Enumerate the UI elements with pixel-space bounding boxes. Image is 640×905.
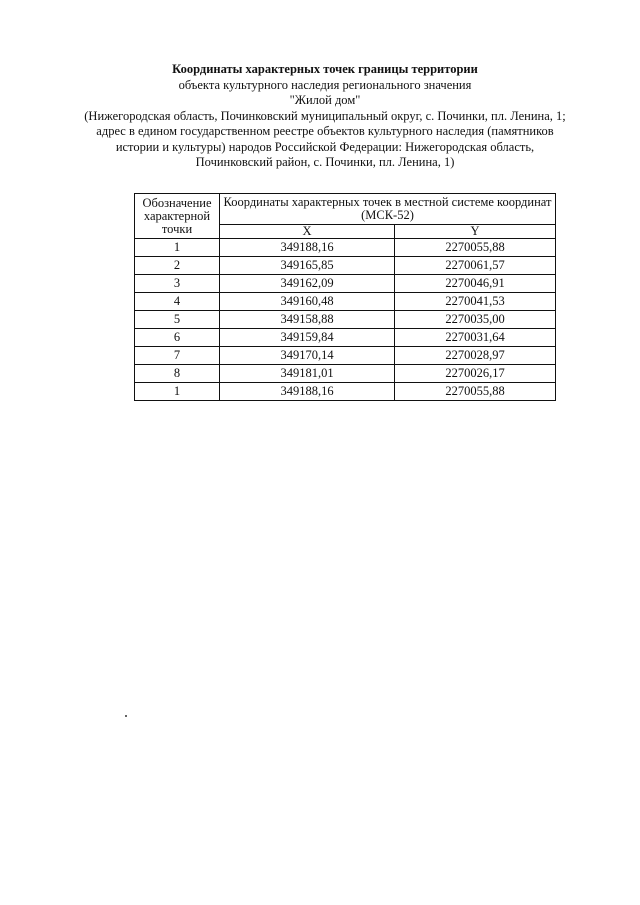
cell-y: 2270055,88 [395,383,556,401]
table-row [135,383,556,401]
document-heading [60,62,590,171]
heading-line-registry-1: адрес в едином государственном реестре объектов культурного наследия (памятников [96,124,554,138]
heading-line-object-type: объекта культурного наследия регионального значения [178,77,472,92]
heading-line-object-name: "Жилой дом" [289,93,361,107]
cell-x: 349170,14 [220,347,395,365]
cell-point: 5 [135,311,220,329]
table-header-row [135,194,556,225]
document-title: Координаты характерных точек границы территории [172,62,478,76]
cell-x: 349188,16 [220,383,395,401]
table-row [135,311,556,329]
cell-point: 8 [135,365,220,383]
heading-line-registry-3: Починковский район, с. Починки, пл. Ленина, 1) [195,155,455,169]
header-x: X [220,225,395,239]
cell-y: 2270028,97 [395,347,556,365]
heading-line-registry-2: истории и культуры) народов Российской Федерации: Нижегородская область, [115,139,535,154]
table-body [135,239,556,401]
cell-x: 349181,01 [220,365,395,383]
scan-speck [125,715,127,717]
cell-x: 349162,09 [220,275,395,293]
cell-point: 4 [135,293,220,311]
cell-y: 2270031,64 [395,329,556,347]
table-row [135,275,556,293]
cell-point: 1 [135,239,220,257]
cell-y: 2270041,53 [395,293,556,311]
cell-point: 7 [135,347,220,365]
cell-x: 349159,84 [220,329,395,347]
cell-x: 349160,48 [220,293,395,311]
cell-x: 349165,85 [220,257,395,275]
table-row [135,347,556,365]
cell-y: 2270055,88 [395,239,556,257]
cell-point: 2 [135,257,220,275]
coordinates-table [134,193,556,401]
table-row [135,365,556,383]
cell-x: 349188,16 [220,239,395,257]
cell-y: 2270026,17 [395,365,556,383]
cell-point: 6 [135,329,220,347]
header-y: Y [395,225,556,239]
cell-y: 2270046,91 [395,275,556,293]
table-row [135,293,556,311]
header-coordinates: Координаты характерных точек в местной системе координат (МСК-52) [220,194,556,225]
table-row [135,239,556,257]
cell-y: 2270061,57 [395,257,556,275]
table-row [135,257,556,275]
cell-x: 349158,88 [220,311,395,329]
header-point-designation: Обозначение характерной точки [135,194,220,239]
cell-point: 1 [135,383,220,401]
cell-y: 2270035,00 [395,311,556,329]
table-row [135,329,556,347]
heading-line-address: (Нижегородская область, Починковский муниципальный округ, с. Починки, пл. Ленина, 1; [84,108,566,123]
cell-point: 3 [135,275,220,293]
